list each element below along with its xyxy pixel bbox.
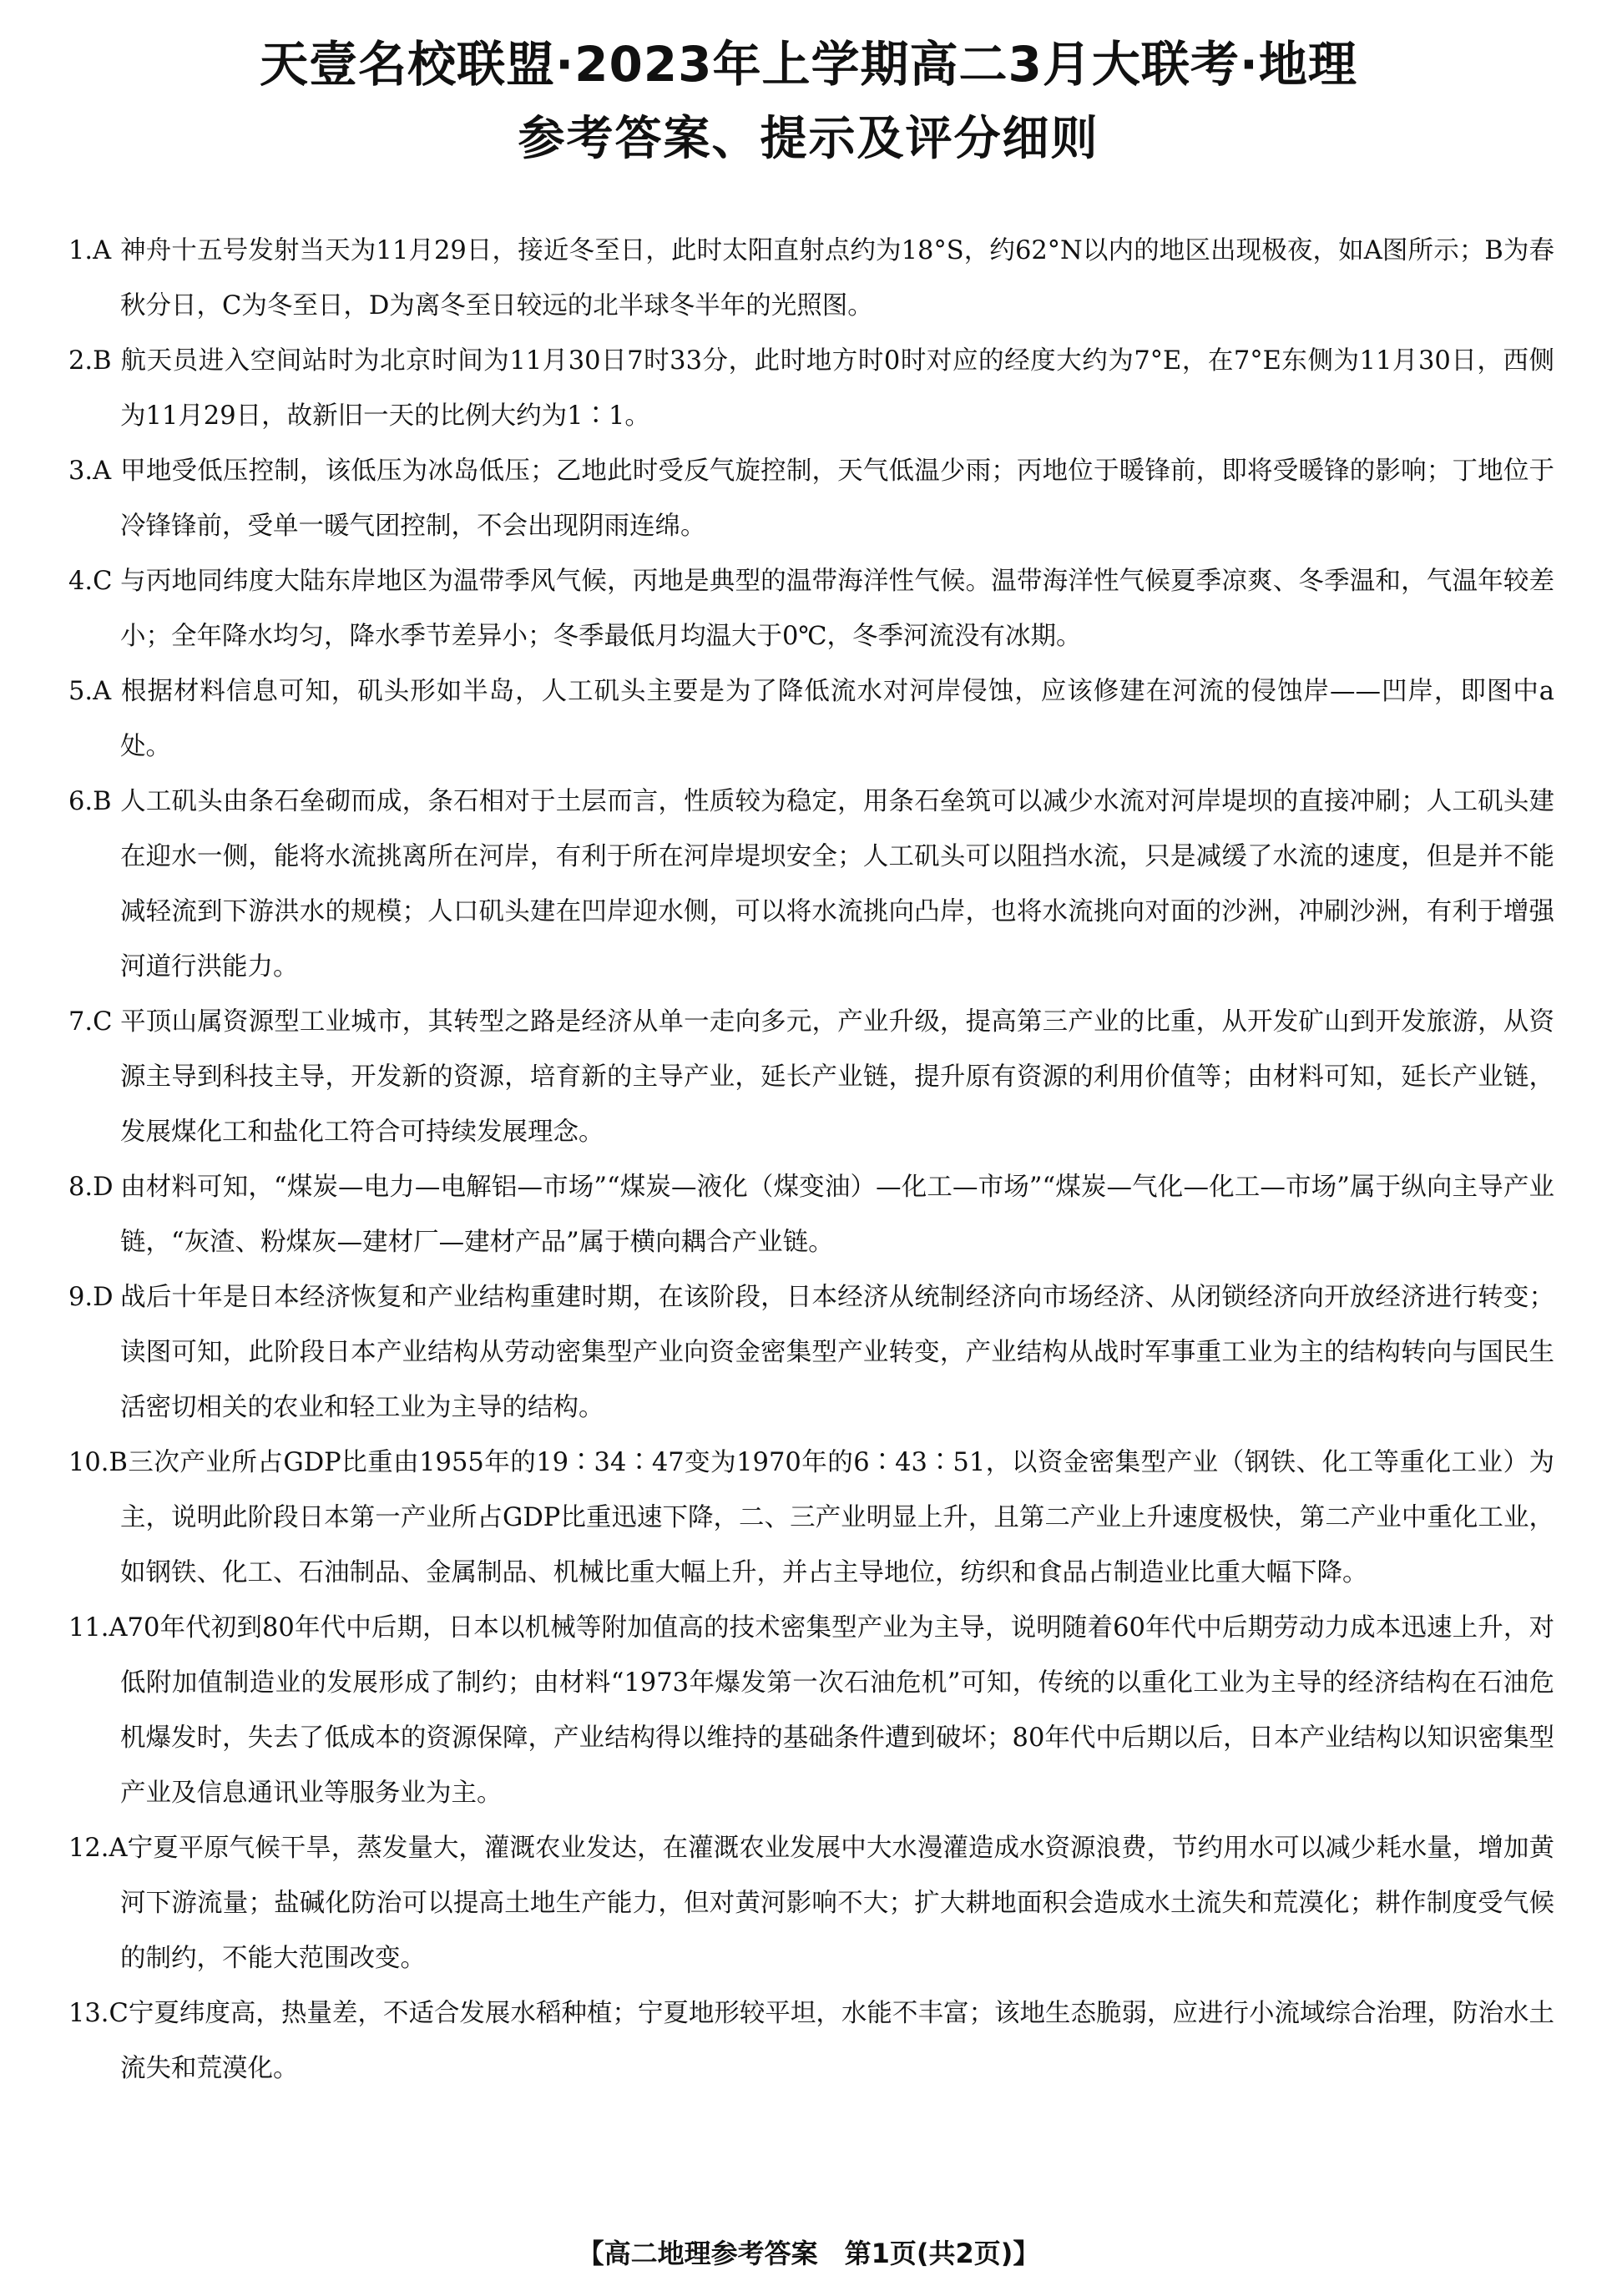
answer-explanation: 神舟十五号发射当天为11月29日，接近冬至日，此时太阳直射点约为18°S，约62°N以内的地区出现极夜，如A图所示；B为春秋分日，C为冬至日，D为离冬至日较远的北半球冬半年的光照图。 <box>120 236 1554 320</box>
answer-explanation: 战后十年是日本经济恢复和产业结构重建时期，在该阶段，日本经济从统制经济向市场经济、从闭锁经济向开放经济进行转变；读图可知，此阶段日本产业结构从劳动密集型产业向资金密集型产业转变，产业结构从战时军事重工业为主的结构转向与国民生活密切相关的农业和轻工业为主导的结构。 <box>120 1283 1554 1422</box>
question-number: 5. <box>68 677 93 706</box>
answer-item-3 <box>68 444 1554 554</box>
answer-item-13 <box>68 1986 1554 2097</box>
question-number: 13. <box>68 1999 109 2028</box>
question-number: 1. <box>68 236 93 265</box>
answer-choice: A <box>109 1834 128 1863</box>
answer-item-4 <box>68 554 1554 664</box>
page-title: 天壹名校联盟·2023年上学期高二3月大联考·地理 <box>260 36 1357 93</box>
page-subtitle: 参考答案、提示及评分细则 <box>518 112 1099 166</box>
answer-choice: B <box>93 787 112 816</box>
answer-choice: B <box>109 1448 128 1477</box>
answer-explanation: 宁夏纬度高，热量差，不适合发展水稻种植；宁夏地形较平坦，水能不丰富；该地生态脆弱，应进行小流域综合治理，防治水土流失和荒漠化。 <box>120 1999 1554 2083</box>
answer-explanation: 航天员进入空间站时为北京时间为11月30日7时33分，此时地方时0时对应的经度大约为7°E，在7°E东侧为11月30日，西侧为11月29日，故新旧一天的比例大约为1∶1。 <box>120 346 1554 431</box>
answer-explanation: 人工矶头由条石垒砌而成，条石相对于土层而言，性质较为稳定，用条石垒筑可以减少水流对河岸堤坝的直接冲刷；人工矶头建在迎水一侧，能将水流挑离所在河岸，有利于所在河岸堤坝安全；人工矶头可以阻挡水流，只是减缓了水流的速度，但是并不能减轻流到下游洪水的规模；人口矶头建在凹岸迎水侧，可以将水流挑向凸岸，也将水流挑向对面的沙洲，冲刷沙洲，有利于增强河道行洪能力。 <box>120 787 1554 981</box>
question-number: 9. <box>68 1283 93 1312</box>
answer-choice: D <box>93 1173 114 1202</box>
question-number: 12. <box>68 1834 109 1863</box>
answer-choice: C <box>93 567 113 596</box>
answer-explanation: 70年代初到80年代中后期，日本以机械等附加值高的技术密集型产业为主导，说明随着60年代中后期劳动力成本迅速上升，对低附加值制造业的发展形成了制约；由材料“1973年爆发第一次石油危机”可知，传统的以重化工业为主导的经济结构在石油危机爆发时，失去了低成本的资源保障，产业结构得以维持的基础条件遭到破坏；80年代中后期以后，日本产业结构以知识密集型产业及信息通讯业等服务业为主。 <box>120 1613 1554 1808</box>
answer-choice: A <box>93 457 112 486</box>
answer-list <box>68 224 1554 2097</box>
answer-item-10 <box>68 1436 1554 1601</box>
question-number: 10. <box>68 1448 109 1477</box>
answer-explanation: 根据材料信息可知，矶头形如半岛，人工矶头主要是为了降低流水对河岸侵蚀，应该修建在河流的侵蚀岸——凹岸，即图中a处。 <box>120 677 1554 761</box>
answer-choice: A <box>109 1613 128 1643</box>
question-number: 11. <box>68 1613 109 1643</box>
answer-item-8 <box>68 1160 1554 1270</box>
answer-item-5 <box>68 664 1554 775</box>
answer-choice: C <box>109 1999 129 2028</box>
answer-item-7 <box>68 995 1554 1160</box>
answer-choice: D <box>93 1283 114 1312</box>
answer-item-9 <box>68 1270 1554 1436</box>
answer-item-11 <box>68 1601 1554 1821</box>
question-number: 6. <box>68 787 93 816</box>
page-footer: 【高二地理参考答案 第1页(共2页)】 <box>577 2238 1040 2269</box>
answer-item-2 <box>68 334 1554 444</box>
question-number: 2. <box>68 346 93 376</box>
answer-choice: C <box>93 1007 113 1037</box>
question-number: 8. <box>68 1173 93 1202</box>
answer-explanation: 宁夏平原气候干旱，蒸发量大，灌溉农业发达，在灌溉农业发展中大水漫灌造成水资源浪费，节约用水可以减少耗水量，增加黄河下游流量；盐碱化防治可以提高土地生产能力，但对黄河影响不大；扩大耕地面积会造成水土流失和荒漠化；耕作制度受气候的制约，不能大范围改变。 <box>120 1834 1554 1973</box>
answer-explanation: 平顶山属资源型工业城市，其转型之路是经济从单一走向多元，产业升级，提高第三产业的比重，从开发矿山到开发旅游，从资源主导到科技主导，开发新的资源，培育新的主导产业，延长产业链，提升原有资源的利用价值等；由材料可知，延长产业链，发展煤化工和盐化工符合可持续发展理念。 <box>120 1007 1554 1147</box>
answer-choice: B <box>93 346 112 376</box>
answer-choice: A <box>93 677 112 706</box>
answer-item-12 <box>68 1821 1554 1986</box>
question-number: 7. <box>68 1007 93 1037</box>
question-number: 4. <box>68 567 93 596</box>
answer-item-1 <box>68 224 1554 334</box>
answer-explanation: 三次产业所占GDP比重由1955年的19∶34∶47变为1970年的6∶43∶51，以资金密集型产业（钢铁、化工等重化工业）为主，说明此阶段日本第一产业所占GDP比重迅速下降，二、三产业明显上升，且第二产业上升速度极快，第二产业中重化工业，如钢铁、化工、石油制品、金属制品、机械比重大幅上升，并占主导地位，纺织和食品占制造业比重大幅下降。 <box>120 1448 1554 1587</box>
answer-choice: A <box>93 236 112 265</box>
question-number: 3. <box>68 457 93 486</box>
answer-explanation: 与丙地同纬度大陆东岸地区为温带季风气候，丙地是典型的温带海洋性气候。温带海洋性气候夏季凉爽、冬季温和，气温年较差小；全年降水均匀，降水季节差异小；冬季最低月均温大于0℃，冬季河流没有冰期。 <box>120 567 1554 651</box>
answer-explanation: 甲地受低压控制，该低压为冰岛低压；乙地此时受反气旋控制，天气低温少雨；丙地位于暖锋前，即将受暖锋的影响；丁地位于冷锋锋前，受单一暖气团控制，不会出现阴雨连绵。 <box>120 457 1554 541</box>
answer-item-6 <box>68 775 1554 995</box>
answer-explanation: 由材料可知，“煤炭—电力—电解铝—市场”“煤炭—液化（煤变油）—化工—市场”“煤炭—气化—化工—市场”属于纵向主导产业链，“灰渣、粉煤灰—建材厂—建材产品”属于横向耦合产业链。 <box>120 1173 1554 1257</box>
